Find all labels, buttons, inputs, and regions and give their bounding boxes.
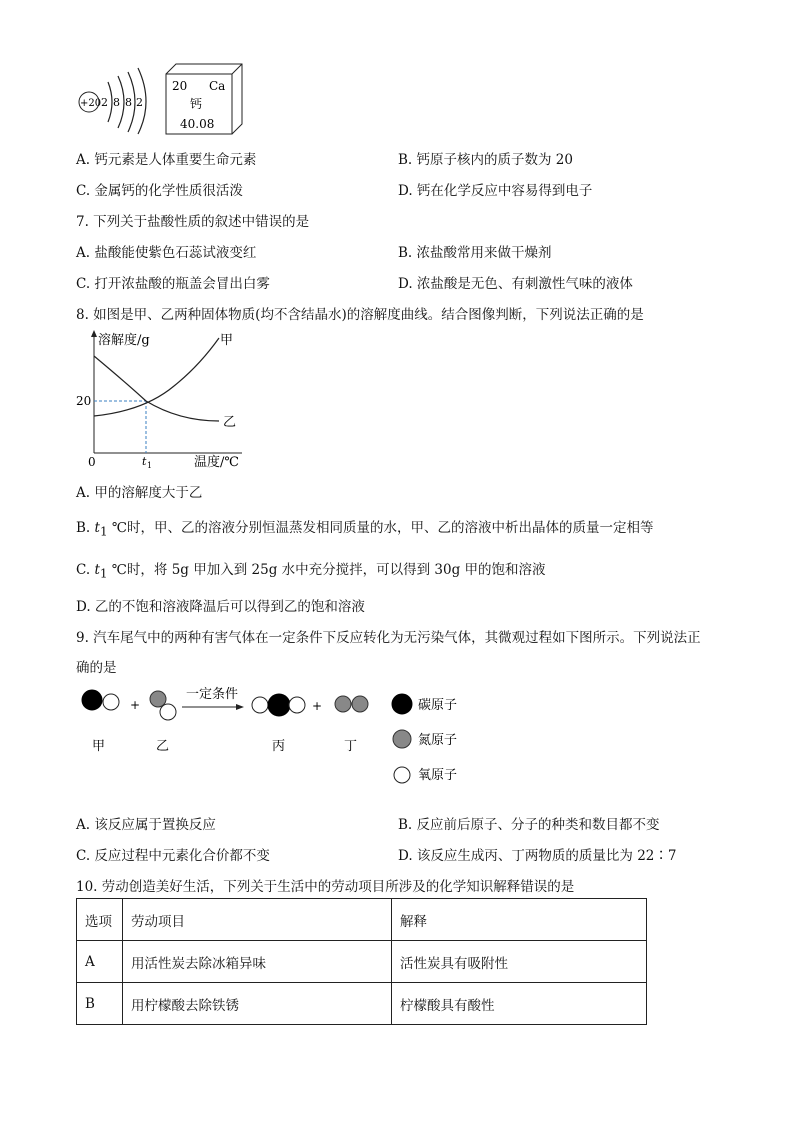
label-jia: 甲	[220, 333, 234, 348]
legend-nitrogen-icon	[393, 730, 411, 748]
legend-carbon-icon	[392, 694, 412, 714]
q7-option-c: C. 打开浓盐酸的瓶盖会冒出白雾	[76, 276, 270, 292]
q7-option-b: B. 浓盐酸常用来做干燥剂	[398, 245, 552, 261]
header-project: 劳动项目	[123, 899, 392, 941]
reaction-condition: 一定条件	[186, 687, 239, 702]
q8-option-a: A. 甲的溶解度大于乙	[76, 485, 203, 501]
q9-option-c: C. 反应过程中元素化合价都不变	[76, 848, 270, 864]
q9-option-d: D. 该反应生成丙、丁两物质的质量比为 22∶7	[398, 848, 677, 864]
table-row	[77, 941, 647, 983]
row-b-option: B	[77, 983, 123, 1025]
graph-y-tick: 20	[76, 394, 92, 408]
label-yi: 乙	[223, 415, 237, 430]
calcium-atom-diagram	[76, 62, 246, 136]
molecule-bing	[252, 694, 305, 716]
legend-carbon: 碳原子	[418, 698, 458, 713]
q9-stem-line2: 确的是	[76, 660, 117, 676]
label-jia: 甲	[92, 739, 106, 754]
tile-symbol: Ca	[209, 79, 226, 93]
graph-x-tick-sub: 1	[147, 461, 153, 470]
q6-option-a: A. 钙元素是人体重要生命元素	[76, 152, 257, 168]
shell-count-3: 8	[125, 96, 132, 109]
shell-count-1: 2	[101, 96, 108, 109]
graph-origin: 0	[88, 455, 96, 469]
shell-count-4: 2	[136, 96, 143, 109]
q6-option-d: D. 钙在化学反应中容易得到电子	[398, 183, 593, 199]
legend-oxygen: 氧原子	[418, 768, 458, 783]
reaction-diagram	[76, 682, 496, 792]
q8-option-c: C. $t_1$ ℃时，将 5g 甲加入到 25g 水中充分搅拌，可以得到 30g 甲的饱和溶液	[76, 562, 546, 581]
tile-name: 钙	[190, 97, 203, 111]
q8-stem: 8. 如图是甲、乙两种固体物质(均不含结晶水)的溶解度曲线。结合图像判断，下列说法正确的是	[76, 307, 644, 323]
q7-stem: 7. 下列关于盐酸性质的叙述中错误的是	[76, 214, 310, 230]
graph-ylabel: 溶解度/g	[98, 333, 150, 348]
row-b-project: 用柠檬酸去除铁锈	[123, 983, 392, 1025]
row-a-option: A	[77, 941, 123, 983]
curve-yi	[94, 356, 219, 421]
row-a-project: 用活性炭去除冰箱异味	[123, 941, 392, 983]
legend-nitrogen: 氮原子	[418, 733, 458, 748]
q8-option-b: B. $t_1$ ℃时，甲、乙的溶液分别恒温蒸发相同质量的水，甲、乙的溶液中析出晶体的质量一定相等	[76, 520, 654, 539]
shell-arc-1	[108, 82, 112, 122]
label-ding: 丁	[344, 739, 358, 754]
molecule-ding	[335, 696, 368, 712]
q6-option-c: C. 金属钙的化学性质很活泼	[76, 183, 243, 199]
label-yi: 乙	[156, 739, 170, 754]
plus-2: +	[312, 699, 323, 713]
shell-count-2: 8	[113, 96, 120, 109]
tile-mass: 40.08	[180, 117, 215, 131]
graph-xlabel: 温度/℃	[194, 455, 239, 470]
legend-oxygen-icon	[394, 767, 410, 783]
q8-option-d: D. 乙的不饱和溶液降温后可以得到乙的饱和溶液	[76, 599, 365, 615]
q10-stem: 10. 劳动创造美好生活，下列关于生活中的劳动项目所涉及的化学知识解释错误的是	[76, 879, 575, 895]
q10-table	[76, 898, 647, 1025]
molecule-jia	[82, 690, 119, 710]
molecule-yi	[150, 691, 176, 720]
header-option: 选项	[77, 899, 123, 941]
graph-x-tick: t	[142, 455, 147, 468]
tile-atomic-number: 20	[172, 79, 188, 93]
row-b-explanation: 柠檬酸具有酸性	[392, 983, 647, 1025]
q7-option-d: D. 浓盐酸是无色、有刺激性气味的液体	[398, 276, 633, 292]
header-explanation: 解释	[392, 899, 647, 941]
q7-option-a: A. 盐酸能使紫色石蕊试液变红	[76, 245, 257, 261]
label-bing: 丙	[272, 739, 286, 754]
q9-option-a: A. 该反应属于置换反应	[76, 817, 216, 833]
nucleus-label: +20	[80, 98, 102, 109]
table-header-row	[77, 899, 647, 941]
solubility-graph	[74, 326, 254, 474]
table-row	[77, 983, 647, 1025]
curve-jia	[94, 338, 219, 416]
q9-stem-line1: 9. 汽车尾气中的两种有害气体在一定条件下反应转化为无污染气体，其微观过程如下图所示。下列说法正	[76, 630, 701, 646]
row-a-explanation: 活性炭具有吸附性	[392, 941, 647, 983]
plus-1: +	[130, 698, 141, 712]
q6-option-b: B. 钙原子核内的质子数为 20	[398, 152, 573, 168]
q9-option-b: B. 反应前后原子、分子的种类和数目都不变	[398, 817, 660, 833]
